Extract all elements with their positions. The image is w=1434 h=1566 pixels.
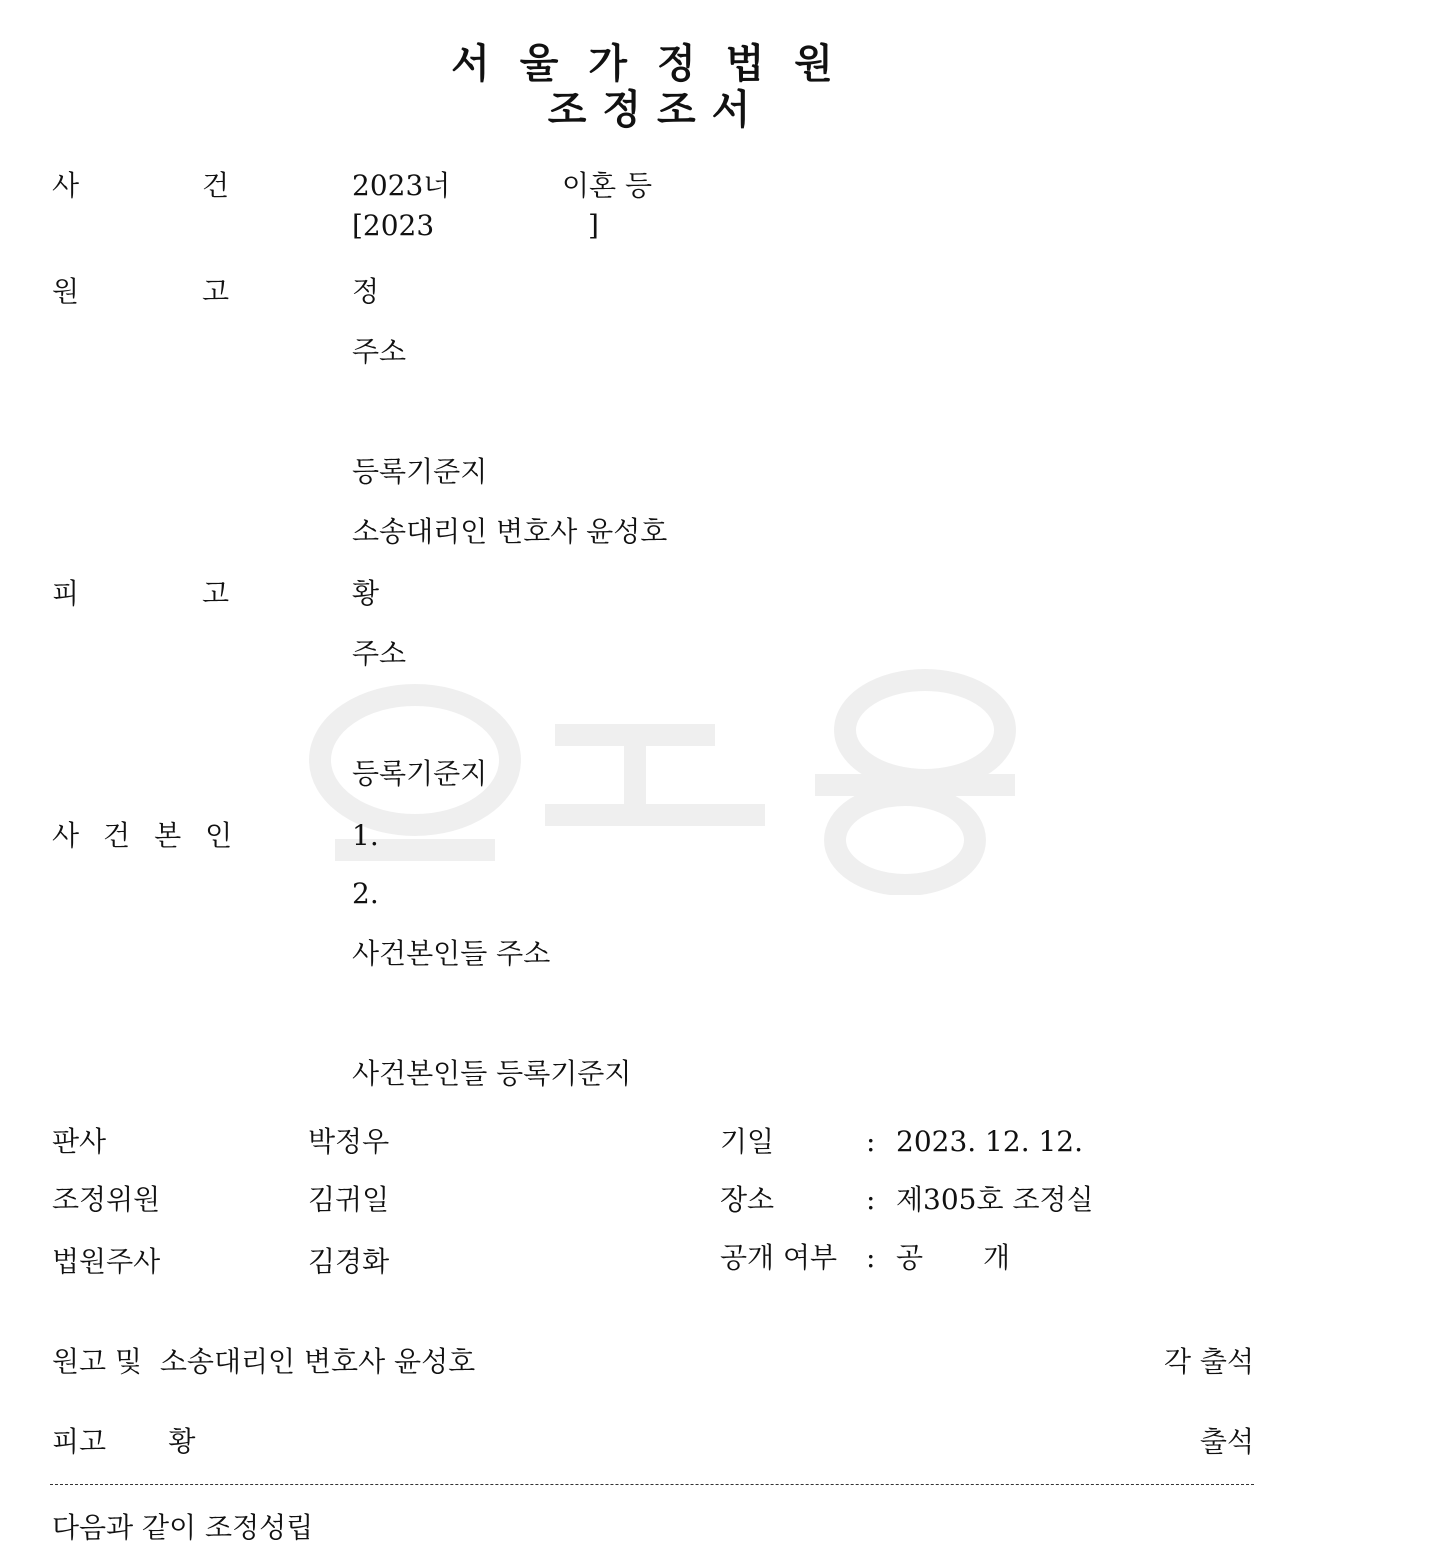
attendance-party-plaintiff: 원고 및 소송대리인 변호사 윤성호 bbox=[52, 1345, 476, 1378]
session-date-value: 2023. 12. 12. bbox=[896, 1125, 1084, 1158]
official-title-clerk: 법원주사 bbox=[52, 1245, 161, 1278]
case-name: 이혼 등 bbox=[562, 169, 653, 202]
plaintiff-name: 정 bbox=[352, 275, 380, 308]
session-place-value: 제305호 조정실 bbox=[896, 1183, 1094, 1216]
official-name-clerk: 김경화 bbox=[308, 1245, 390, 1278]
dashed-divider bbox=[50, 1484, 1254, 1485]
session-date-label: 기일 bbox=[720, 1125, 775, 1158]
principals-address-label: 사건본인들 주소 bbox=[352, 937, 551, 970]
official-title-judge: 판사 bbox=[52, 1125, 107, 1158]
defendant-address-label: 주소 bbox=[352, 637, 407, 670]
principal-item-1: 1. bbox=[352, 819, 379, 852]
plaintiff-label-second: 고 bbox=[202, 275, 230, 308]
attendance-party-defendant: 피고 황 bbox=[52, 1425, 196, 1458]
principal-item-2: 2. bbox=[352, 877, 379, 910]
court-name: 서울가정법원 bbox=[451, 41, 863, 87]
defendant-registry-label: 등록기준지 bbox=[352, 757, 488, 790]
attendance-status-plaintiff: 각 출석 bbox=[1163, 1345, 1254, 1378]
case-number: 2023너 bbox=[352, 169, 451, 202]
session-public-label: 공개 여부 bbox=[720, 1241, 838, 1274]
defendant-label-first: 피 bbox=[52, 577, 80, 610]
session-date-colon: : bbox=[866, 1125, 876, 1158]
plaintiff-registry-label: 등록기준지 bbox=[352, 455, 488, 488]
plaintiff-address-label: 주소 bbox=[352, 335, 407, 368]
session-public-colon: : bbox=[866, 1241, 876, 1274]
principals-label: 사건본인 bbox=[52, 819, 257, 852]
defendant-label-second: 고 bbox=[202, 577, 230, 610]
session-place-label: 장소 bbox=[720, 1183, 775, 1216]
official-title-mediator: 조정위원 bbox=[52, 1183, 161, 1216]
attendance-status-defendant: 출석 bbox=[1199, 1425, 1254, 1458]
related-case-open: [2023 bbox=[352, 209, 435, 242]
session-place-colon: : bbox=[866, 1183, 876, 1216]
case-label-second: 건 bbox=[202, 169, 230, 202]
official-name-judge: 박정우 bbox=[308, 1125, 390, 1158]
document-title: 조정조서 bbox=[547, 87, 767, 133]
defendant-name: 황 bbox=[352, 577, 380, 610]
plaintiff-label-first: 원 bbox=[52, 275, 80, 308]
session-public-value: 공개 bbox=[896, 1241, 1071, 1274]
case-label-first: 사 bbox=[52, 169, 80, 202]
conclusion-text: 다음과 같이 조정성립 bbox=[52, 1511, 314, 1544]
official-name-mediator: 김귀일 bbox=[308, 1183, 390, 1216]
principals-registry-label: 사건본인들 등록기준지 bbox=[352, 1057, 632, 1090]
plaintiff-attorney: 소송대리인 변호사 윤성호 bbox=[352, 515, 668, 548]
related-case-close: ] bbox=[588, 209, 599, 242]
